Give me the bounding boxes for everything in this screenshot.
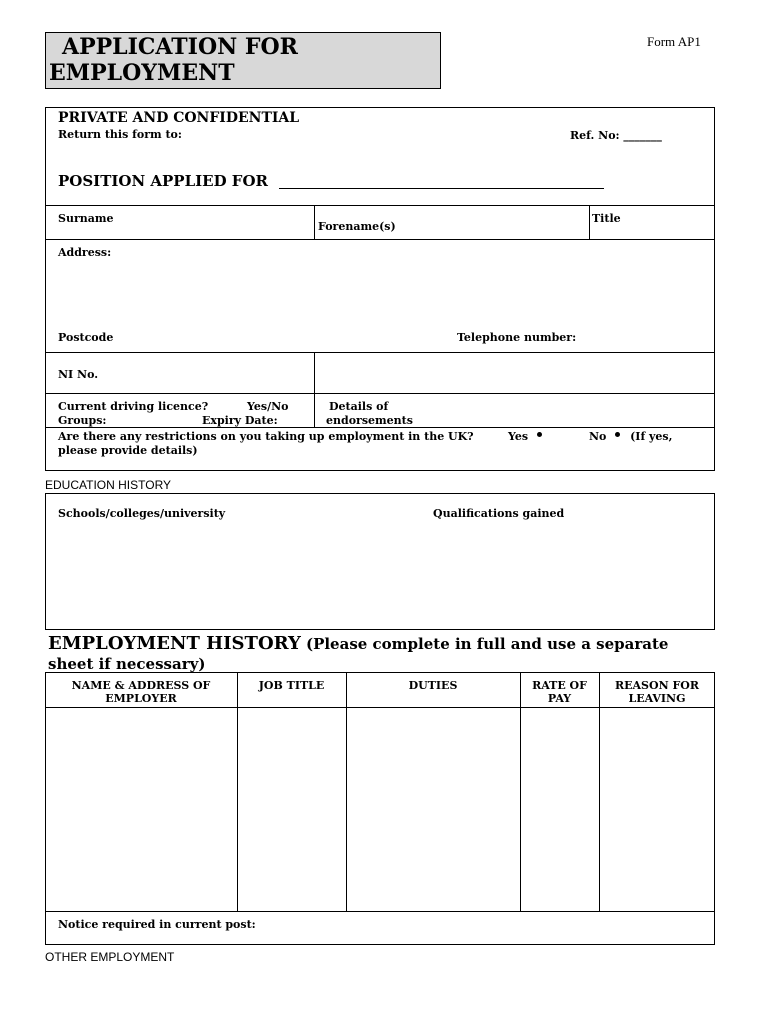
form-title-line1: APPLICATION FOR bbox=[62, 34, 298, 60]
col-reason-line1: REASON FOR bbox=[614, 679, 699, 692]
col-reason bbox=[599, 679, 715, 705]
form-code: Form AP1 bbox=[647, 34, 701, 49]
divider bbox=[45, 707, 715, 708]
employment-title: EMPLOYMENT HISTORY bbox=[48, 633, 301, 654]
restrictions-question: Are there any restrictions on you taking up employment in the UK? bbox=[58, 430, 474, 443]
col-duties: DUTIES bbox=[408, 679, 458, 692]
col-rate-line1: RATE OF bbox=[532, 679, 587, 692]
licence-label: Current driving licence? bbox=[58, 400, 209, 413]
address-label: Address: bbox=[58, 246, 112, 259]
col-employer-line2: EMPLOYER bbox=[105, 692, 177, 705]
col-rate-line2: PAY bbox=[547, 692, 572, 705]
form-title-line2: EMPLOYMENT bbox=[49, 60, 235, 86]
position-applied-label: POSITION APPLIED FOR bbox=[58, 172, 268, 190]
private-confidential: PRIVATE AND CONFIDENTIAL bbox=[58, 110, 300, 126]
divider bbox=[314, 352, 315, 393]
col-reason-line2: LEAVING bbox=[628, 692, 686, 705]
employment-note: (Please complete in full and use a separate bbox=[305, 635, 669, 653]
surname-label: Surname bbox=[58, 212, 114, 225]
divider bbox=[45, 911, 715, 912]
bullet-icon[interactable] bbox=[537, 432, 542, 437]
education-section-label: EDUCATION HISTORY bbox=[45, 478, 172, 492]
divider bbox=[589, 205, 590, 239]
divider bbox=[599, 672, 600, 911]
divider bbox=[45, 239, 715, 240]
divider bbox=[314, 205, 315, 239]
employment-heading bbox=[48, 633, 668, 654]
provide-details-label: please provide details) bbox=[58, 444, 198, 457]
col-employer-line1: NAME & ADDRESS OF bbox=[71, 679, 211, 692]
ni-no-label: NI No. bbox=[58, 368, 99, 381]
groups-label: Groups: bbox=[58, 414, 107, 427]
expiry-label: Expiry Date: bbox=[202, 414, 278, 427]
endorsements-label: endorsements bbox=[326, 414, 413, 427]
notice-label: Notice required in current post: bbox=[58, 918, 256, 931]
telephone-label: Telephone number: bbox=[457, 331, 577, 344]
schools-label: Schools/colleges/university bbox=[58, 507, 226, 520]
if-yes-label: (If yes, bbox=[630, 430, 673, 443]
divider bbox=[237, 672, 238, 911]
other-employment-label: OTHER EMPLOYMENT bbox=[45, 950, 175, 964]
postcode-label: Postcode bbox=[58, 331, 114, 344]
restrictions-no bbox=[589, 430, 672, 443]
bullet-icon[interactable] bbox=[615, 432, 620, 437]
col-job-title: JOB TITLE bbox=[258, 679, 325, 692]
title-label: Title bbox=[592, 212, 621, 225]
divider bbox=[45, 427, 715, 428]
ref-no-label: Ref. No: _______ bbox=[570, 129, 662, 142]
divider bbox=[314, 393, 315, 427]
divider bbox=[520, 672, 521, 911]
licence-yes-no: Yes/No bbox=[247, 400, 289, 413]
restrictions-yes-label: Yes bbox=[508, 430, 529, 443]
restrictions-no-label: No bbox=[589, 430, 607, 443]
position-input-line[interactable] bbox=[279, 188, 604, 189]
divider bbox=[45, 393, 715, 394]
col-employer bbox=[45, 679, 237, 705]
qualifications-label: Qualifications gained bbox=[433, 507, 565, 520]
employment-table bbox=[45, 672, 715, 945]
col-rate-of-pay bbox=[520, 679, 599, 705]
restrictions-yes bbox=[508, 430, 542, 443]
divider bbox=[45, 352, 715, 353]
forenames-label: Forename(s) bbox=[318, 220, 396, 233]
employment-note-2: sheet if necessary) bbox=[48, 655, 206, 673]
divider bbox=[346, 672, 347, 911]
return-to-label: Return this form to: bbox=[58, 128, 182, 141]
details-of-label: Details of bbox=[329, 400, 389, 413]
divider bbox=[45, 205, 715, 206]
